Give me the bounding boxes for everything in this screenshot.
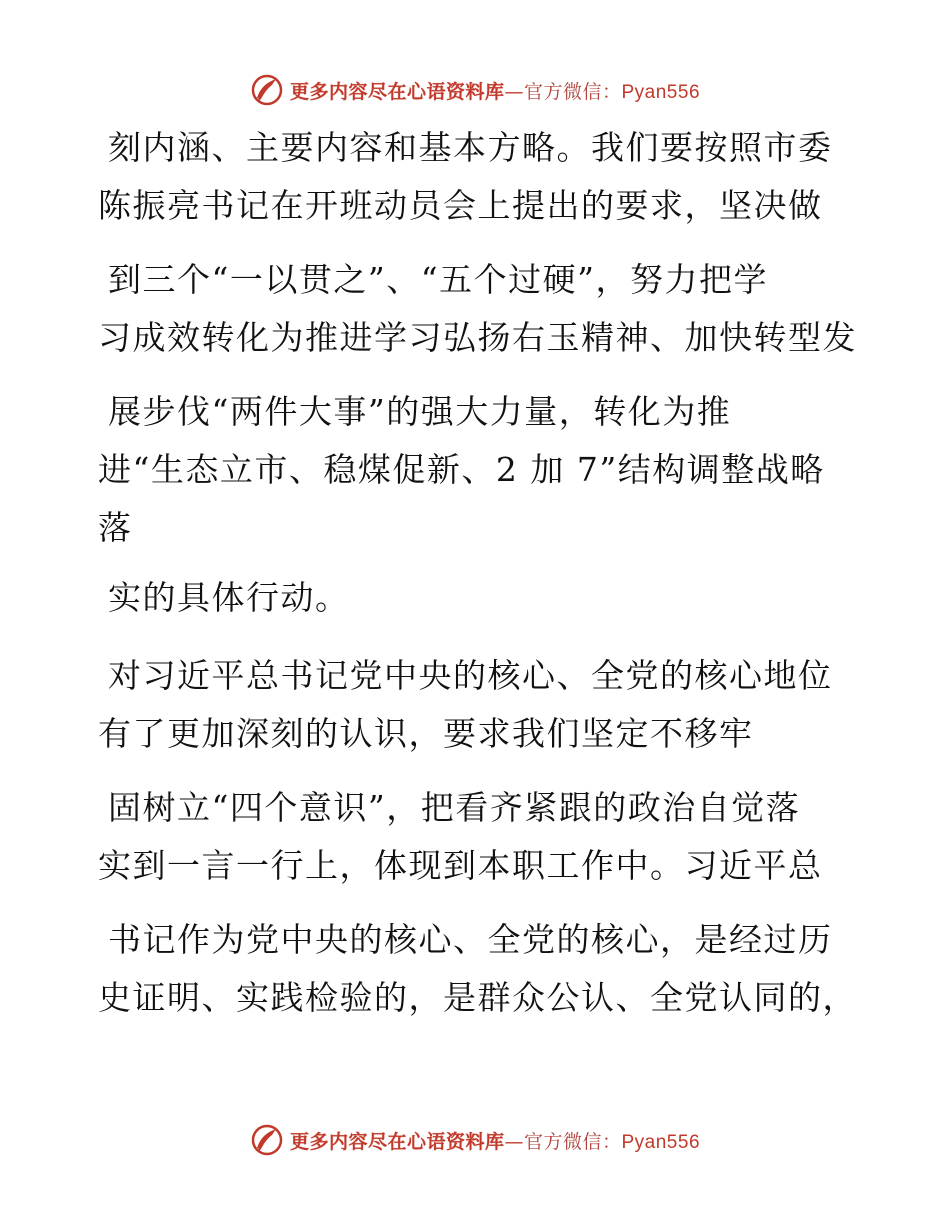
footer-banner — [0, 1120, 950, 1160]
pen-logo-icon — [250, 73, 284, 107]
header-banner — [0, 70, 950, 110]
body-line: 落 — [98, 508, 133, 547]
body-line: 展步伐“两件大事”的强大力量，转化为推 — [108, 392, 732, 431]
body-line: 习成效转化为推进学习弘扬右玉精神、加快转型发 — [98, 318, 857, 357]
body-line: 实到一言一行上，体现到本职工作中。习近平总 — [98, 846, 823, 885]
body-line: 对习近平总书记党中央的核心、全党的核心地位 — [108, 656, 833, 695]
header-wechat-label: 官方微信： — [523, 80, 622, 103]
body-line: 固树立“四个意识”，把看齐紧跟的政治自觉落 — [108, 788, 801, 827]
footer-text — [290, 1127, 700, 1154]
body-line: 刻内涵、主要内容和基本方略。我们要按照市委 — [108, 128, 833, 167]
footer-title: 更多内容尽在心语资料库 — [289, 1130, 505, 1153]
header-text — [290, 77, 700, 104]
footer-separator: — — [504, 1130, 524, 1153]
body-line: 史证明、实践检验的，是群众公认、全党认同的， — [98, 978, 857, 1017]
header-title: 更多内容尽在心语资料库 — [289, 80, 505, 103]
header-separator: — — [504, 80, 524, 103]
body-line: 进“生态立市、稳煤促新、2 加 7”结构调整战略 — [98, 450, 825, 489]
body-line: 陈振亮书记在开班动员会上提出的要求，坚决做 — [98, 186, 823, 225]
body-line: 有了更加深刻的认识，要求我们坚定不移牢 — [98, 714, 754, 753]
body-line: 到三个“一以贯之”、“五个过硬”，努力把学 — [108, 260, 768, 299]
footer-wechat-id: Pyan556 — [621, 1131, 701, 1153]
body-line: 书记作为党中央的核心、全党的核心，是经过历 — [108, 920, 833, 959]
pen-logo-icon — [250, 1123, 284, 1157]
footer-wechat-label: 官方微信： — [523, 1130, 622, 1153]
header-wechat-id: Pyan556 — [621, 81, 701, 103]
body-line: 实的具体行动。 — [108, 578, 350, 617]
